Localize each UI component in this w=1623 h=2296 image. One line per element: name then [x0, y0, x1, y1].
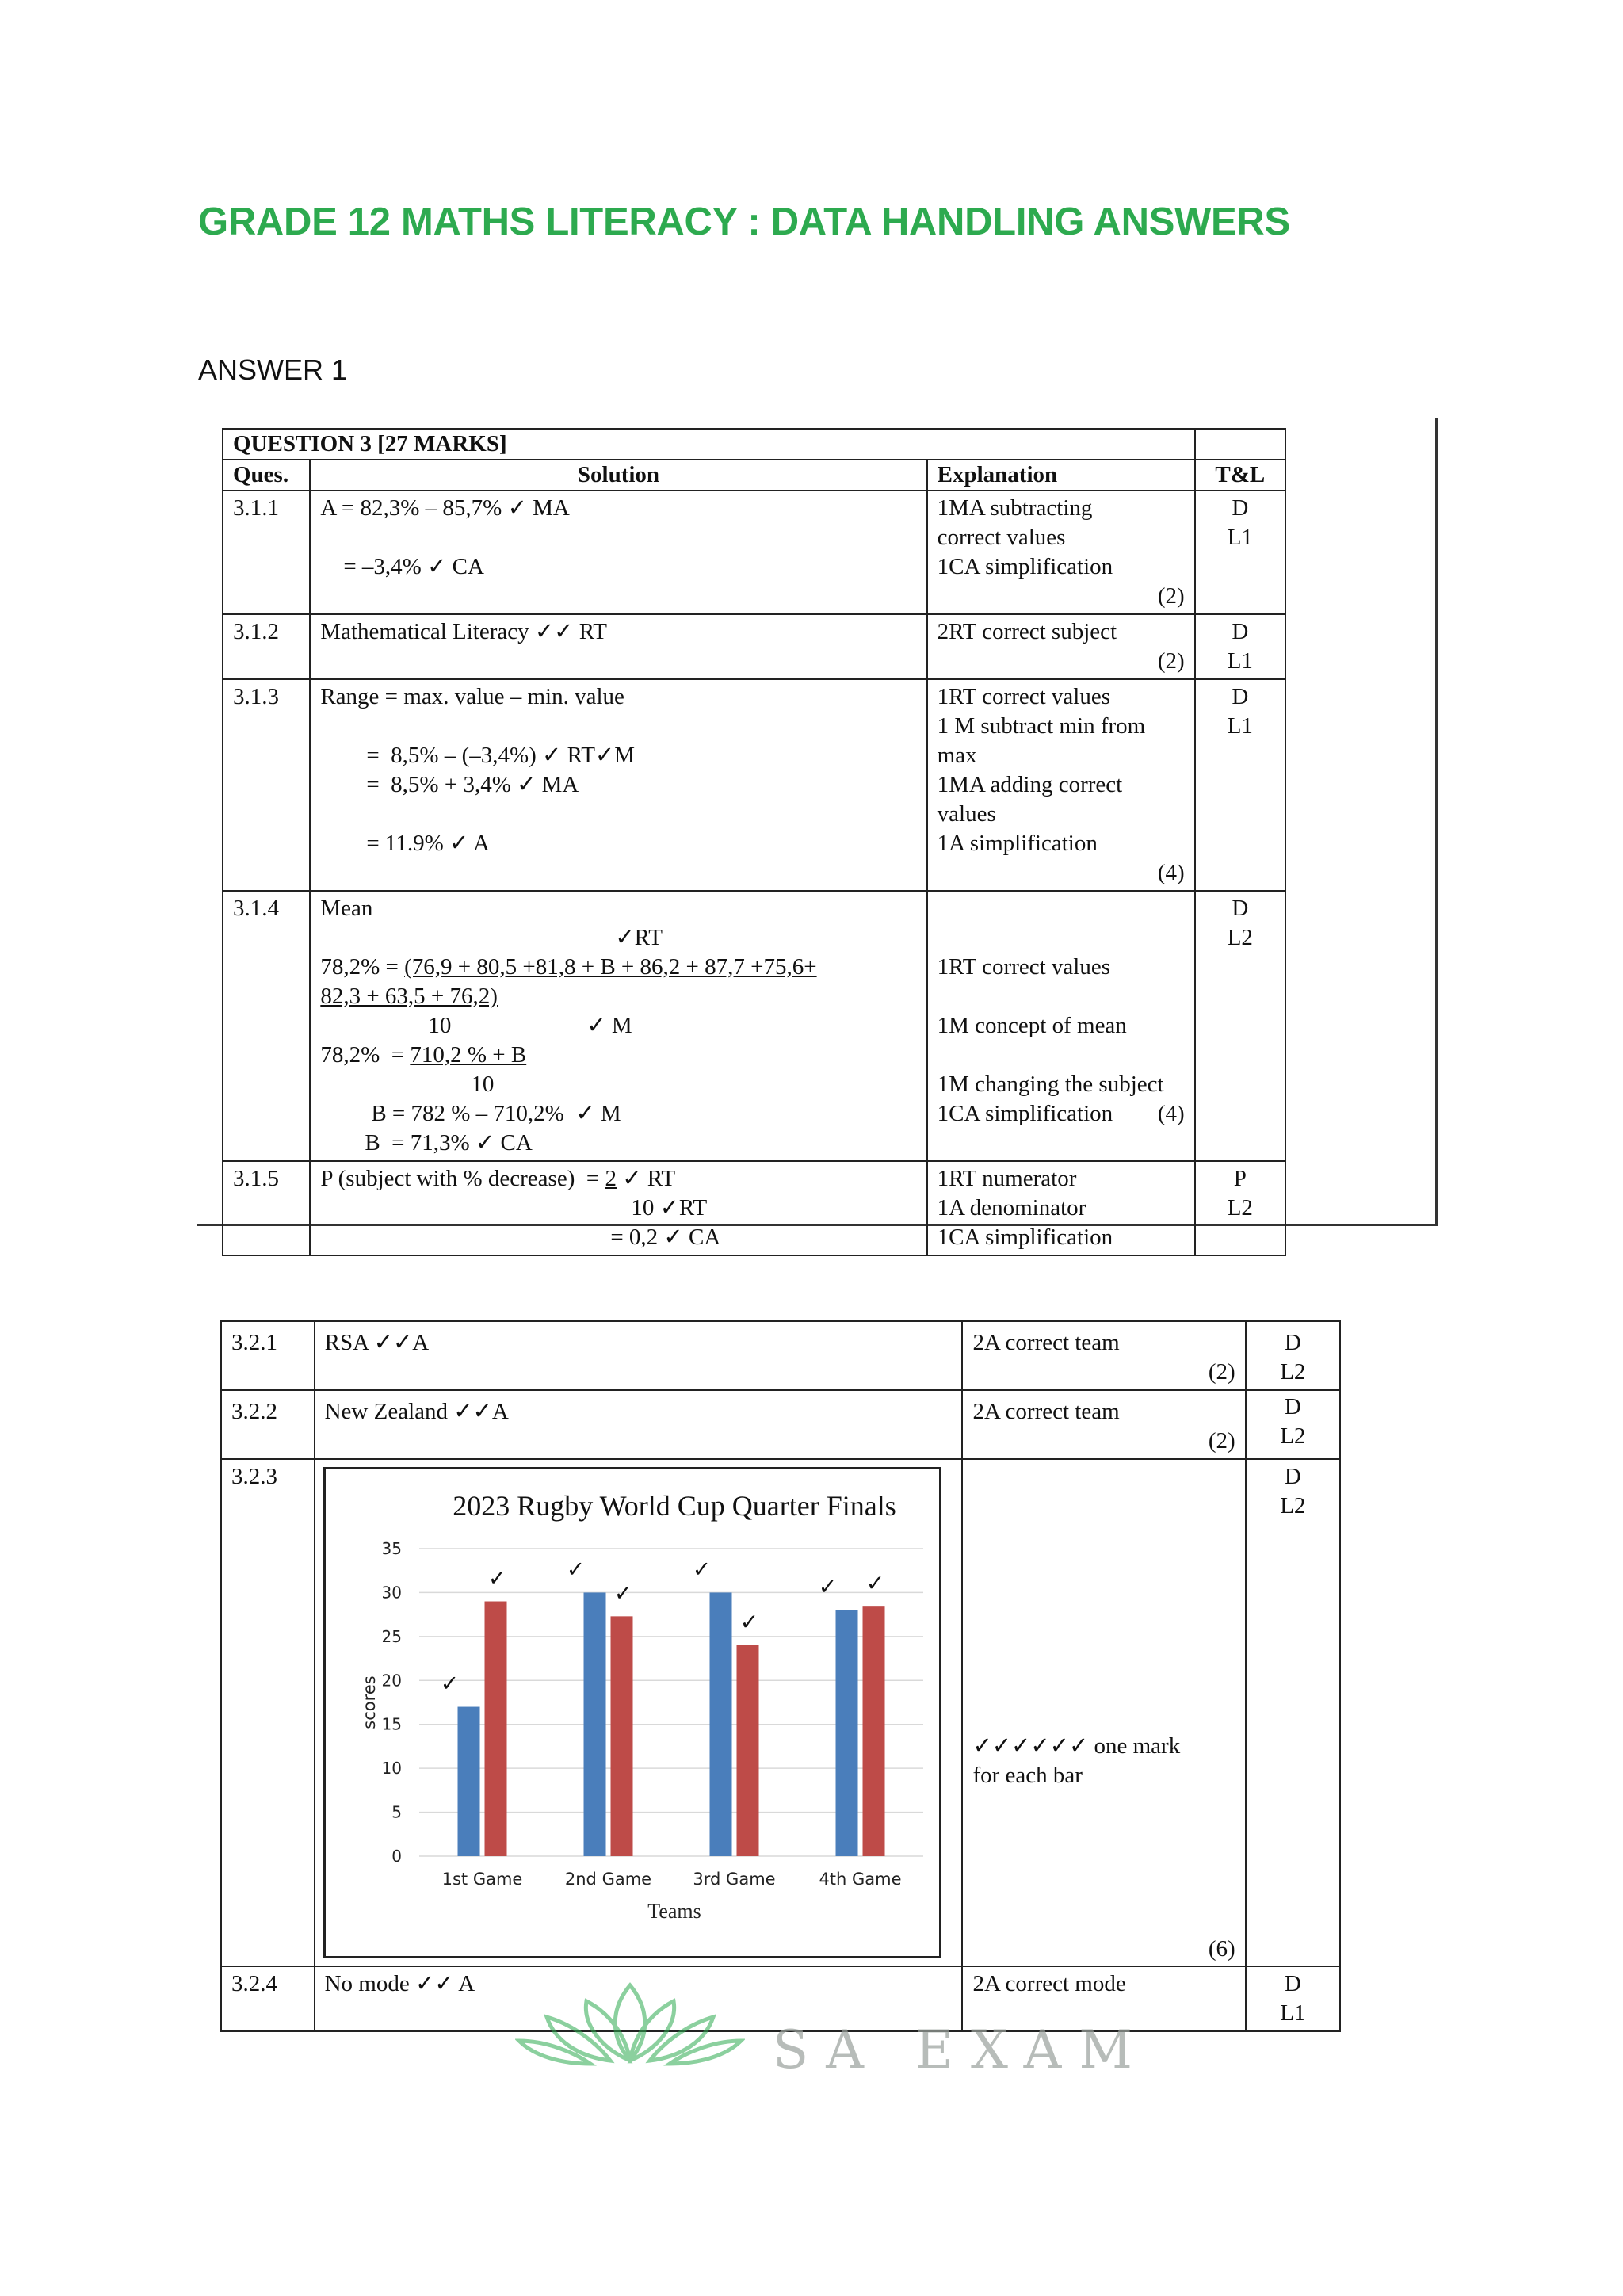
solution-cell — [315, 1459, 963, 1966]
marks: (4) — [1157, 860, 1185, 885]
marks: (4) — [1157, 1101, 1185, 1126]
chart-frame — [323, 1467, 941, 1958]
table-row — [221, 1459, 1340, 1966]
marks: (2) — [1157, 648, 1185, 674]
question-number: 3.1.3 — [223, 679, 310, 891]
table-row — [223, 491, 1285, 614]
table-row — [223, 1161, 1285, 1255]
watermark-text: SA EXAM — [773, 2019, 1150, 2080]
tl-cell: D L2 — [1246, 1390, 1340, 1459]
bar — [835, 1610, 857, 1856]
y-tick-label: 35 — [381, 1539, 402, 1558]
solution-cell: New Zealand ✓✓A — [315, 1390, 963, 1459]
check-mark: ✓ — [818, 1573, 837, 1600]
solution-cell: P (subject with % decrease) = 2 ✓ RT 10 ✓RT = 0,2 ✓ CA — [310, 1161, 926, 1255]
chart-title: 2023 Rugby World Cup Quarter Finals — [452, 1490, 896, 1522]
tl-cell: D L2 — [1246, 1459, 1340, 1966]
solution-cell: Mathematical Literacy ✓✓ RT — [310, 614, 926, 679]
x-axis-label: Teams — [647, 1900, 701, 1923]
check-mark: ✓ — [440, 1670, 459, 1697]
question-3-table — [222, 428, 1286, 1256]
check-mark: ✓ — [487, 1564, 506, 1591]
header-row — [223, 460, 1285, 491]
question-number: 3.1.4 — [223, 891, 310, 1161]
y-axis-label: scores — [359, 1675, 379, 1729]
solution-cell: Range = max. value – min. value = 8,5% – (–3,4%) ✓ RT✓M = 8,5% + 3,4% ✓ MA = 11.9% ✓ A — [310, 679, 926, 891]
question-3-2-table — [220, 1320, 1341, 2032]
question-number: 3.2.4 — [221, 1966, 315, 2031]
bar — [736, 1645, 758, 1856]
header-tl: T&L — [1195, 460, 1285, 491]
page-divider-vertical — [1435, 418, 1438, 1225]
solution-cell: A = 82,3% – 85,7% ✓ MA = –3,4% ✓ CA — [310, 491, 926, 614]
bar — [484, 1602, 506, 1856]
bar — [709, 1592, 731, 1856]
bar — [457, 1707, 479, 1856]
tl-cell: D L1 — [1246, 1966, 1340, 2031]
tl-cell: D L2 — [1246, 1321, 1340, 1390]
marks: (2) — [1208, 1359, 1235, 1385]
tl-cell: D L1 — [1195, 614, 1285, 679]
x-tick-label: 3rd Game — [693, 1870, 776, 1889]
table-row — [221, 1390, 1340, 1459]
question-number: 3.2.1 — [221, 1321, 315, 1390]
logo-leaf — [615, 1985, 645, 2061]
check-mark: ✓ — [613, 1580, 632, 1606]
table-title-row — [223, 429, 1285, 460]
marks: (6) — [1208, 1936, 1235, 1962]
page-heading: GRADE 12 MATHS LITERACY : DATA HANDLING ANSWERS — [198, 201, 1290, 243]
sa-exam-logo-icon — [515, 1981, 745, 2069]
solution-cell: Mean ✓RT 78,2% = (76,9 + 80,5 +81,8 + B + 86,2 + 87,7 +75,6+ 82,3 + 63,5 + 76,2) 10 ✓ M 78,2% = 710,2 % + B 10 B = 782 % – 710,2% ✓ M B = 71,3% ✓ CA — [310, 891, 926, 1161]
header-ques: Ques. — [223, 460, 310, 491]
question-number: 3.2.3 — [221, 1459, 315, 1966]
check-mark: ✓ — [739, 1608, 758, 1635]
explanation-cell: 2A correct mode — [962, 1966, 1245, 2031]
y-tick-label: 25 — [381, 1626, 402, 1646]
table-row — [221, 1321, 1340, 1390]
answer-label: ANSWER 1 — [198, 353, 348, 386]
marks: (2) — [1157, 583, 1185, 609]
bar-chart — [326, 1469, 939, 1956]
question-number: 3.1.1 — [223, 491, 310, 614]
check-mark: ✓ — [692, 1556, 711, 1583]
tl-cell: D L1 — [1195, 679, 1285, 891]
explanation-cell: 1RT correct values 1 M subtract min from max 1MA adding correct values 1A simplification (4) — [927, 679, 1195, 891]
y-tick-label: 15 — [381, 1714, 402, 1734]
solution-cell: RSA ✓✓A — [315, 1321, 963, 1390]
table-row — [223, 679, 1285, 891]
question-number: 3.1.2 — [223, 614, 310, 679]
tl-cell: D L1 — [1195, 491, 1285, 614]
question-number: 3.1.5 — [223, 1161, 310, 1255]
y-tick-label: 20 — [381, 1671, 402, 1690]
bar — [862, 1606, 884, 1856]
header-solution: Solution — [310, 460, 926, 491]
explanation-cell: 1RT correct values 1M concept of mean 1M changing the subject 1CA simplification (4) — [927, 891, 1195, 1161]
table-row — [223, 891, 1285, 1161]
check-mark: ✓ — [865, 1570, 884, 1597]
explanation-cell: ✓✓✓✓✓✓ one mark for each bar (6) — [962, 1459, 1245, 1966]
tl-cell: P L2 — [1195, 1161, 1285, 1255]
header-explanation: Explanation — [927, 460, 1195, 491]
y-tick-label: 5 — [391, 1802, 402, 1822]
x-tick-label: 1st Game — [441, 1870, 522, 1889]
marks: (2) — [1208, 1428, 1235, 1454]
explanation-cell: 2RT correct subject (2) — [927, 614, 1195, 679]
y-tick-label: 10 — [381, 1759, 402, 1778]
explanation-cell: 1MA subtracting correct values 1CA simplification (2) — [927, 491, 1195, 614]
bar — [583, 1592, 605, 1856]
x-tick-label: 4th Game — [819, 1870, 902, 1889]
check-mark: ✓ — [566, 1556, 585, 1583]
explanation-cell: 2A correct team (2) — [962, 1390, 1245, 1459]
explanation-cell: 2A correct team (2) — [962, 1321, 1245, 1390]
y-tick-label: 30 — [381, 1583, 402, 1603]
x-tick-label: 2nd Game — [564, 1870, 651, 1889]
explanation-cell: 1RT numerator 1A denominator 1CA simplification — [927, 1161, 1195, 1255]
table-title: QUESTION 3 [27 MARKS] — [223, 429, 1195, 460]
question-number: 3.2.2 — [221, 1390, 315, 1459]
table-row — [223, 614, 1285, 679]
tl-cell: D L2 — [1195, 891, 1285, 1161]
bar — [610, 1616, 632, 1856]
solution-cell: No mode ✓✓ A — [315, 1966, 963, 2031]
y-tick-label: 0 — [391, 1847, 402, 1866]
